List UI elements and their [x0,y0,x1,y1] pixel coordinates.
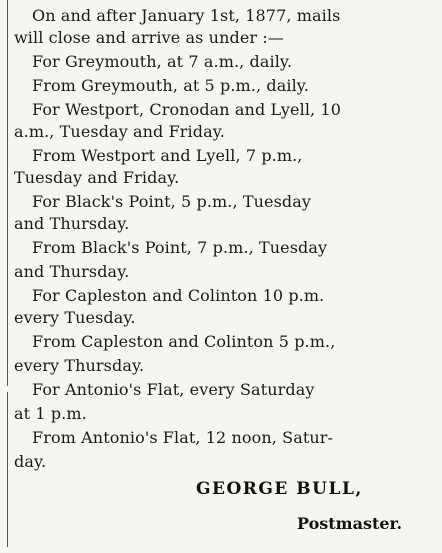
notice-line: For Greymouth, at 7 a.m., daily. [32,52,293,71]
notice-line: day. [14,452,47,471]
notice-line: From Antonio's Flat, 12 noon, Satur- [32,428,334,447]
notice-line: From Capleston and Colinton 5 p.m., [32,332,336,351]
notice-line: For Capleston and Colinton 10 p.m. [32,286,325,305]
notice-line: and Thursday. [14,214,130,233]
notice-line: For Antonio's Flat, every Saturday [32,380,315,399]
column-rule [7,392,8,547]
notice-line: For Westport, Cronodan and Lyell, 10 [32,100,341,119]
notice-line: Tuesday and Friday. [14,168,180,187]
notice-line: From Greymouth, at 5 p.m., daily. [32,76,309,95]
notice-line: From Westport and Lyell, 7 p.m., [32,146,303,165]
signature-name: GEORGE BULL, [196,479,363,499]
notice-line: On and after January 1st, 1877, mails [32,6,341,25]
notice-line: For Black's Point, 5 p.m., Tuesday [32,192,312,211]
notice-line: every Thursday. [14,356,145,375]
notice-line: and Thursday. [14,262,130,281]
notice-line: every Tuesday. [14,308,136,327]
notice-line: will close and arrive as under :— [14,28,284,47]
column-rule [7,0,8,386]
notice-line: at 1 p.m. [14,404,87,423]
notice-line: a.m., Tuesday and Friday. [14,122,225,141]
notice-line: From Black's Point, 7 p.m., Tuesday [32,238,328,257]
signature-title: Postmaster. [297,514,403,533]
